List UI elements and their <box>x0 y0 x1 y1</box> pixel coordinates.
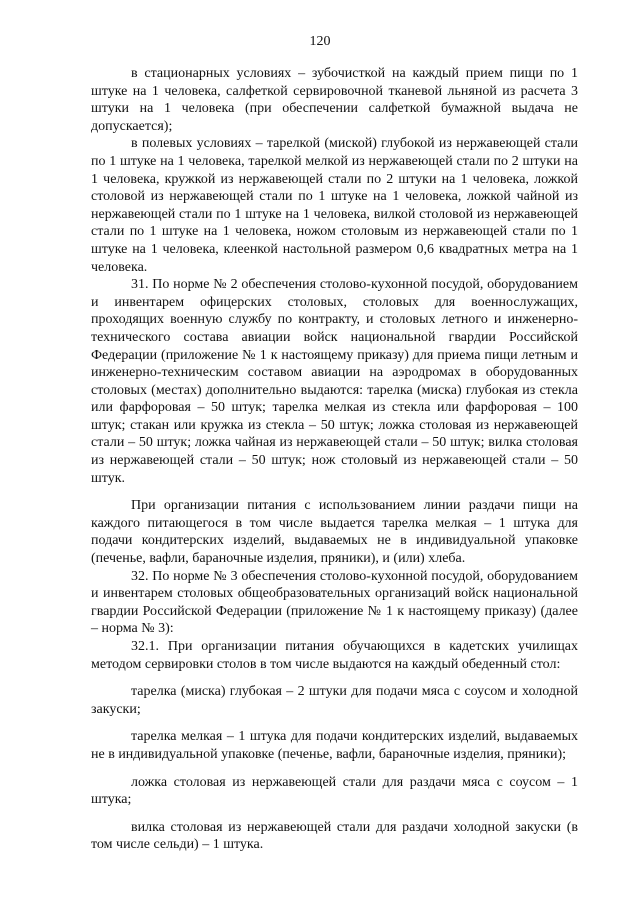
paragraph: тарелка мелкая – 1 штука для подачи кондитерских изделий, выдаваемых не в индивидуальной упаковке (печенье, вафли, бараночные изделия, пряники); <box>91 729 578 762</box>
paragraph: в стационарных условиях – зубочисткой на каждый прием пищи по 1 штуке на 1 человека, салфеткой сервировочной тканевой льняной из расчета 3 штуки на 1 человека (при обеспечении салфеткой бумажной выдача не допускается); <box>91 66 578 134</box>
paragraph: ложка столовая из нержавеющей стали для раздачи мяса с соусом – 1 штука; <box>91 774 578 808</box>
paragraph: 31. По норме № 2 обеспечения столово-кухонной посудой, оборудованием и инвентарем офицерских столовых, столовых для военнослужащих, проходящих военную службу по контракту, и столовых летного и инженерно-технического состава авиации войск национальной гвардии Российской Федерации (приложение № 1 к настоящему приказу) для приема пищи летным и инженерно-техническим составом авиации на аэродромах в оборудованных столовых (местах) дополнительно выдаются: тарелка (миска) глубокая из стекла или фарфоровая – 50 штук; тарелка мелкая из стекла или фарфоровая – 100 штук; стакан или кружка из стекла – 50 штук; ложка столовая из нержавеющей стали – 50 штук; ложка чайная из нержавеющей стали – 50 штук; вилка столовая из нержавеющей стали – 50 штук; нож столовый из нержавеющей стали – 50 штук. <box>91 277 578 486</box>
paragraph: тарелка (миска) глубокая – 2 штуки для подачи мяса с соусом и холодной закуски; <box>91 684 578 717</box>
paragraph: вилка столовая из нержавеющей стали для раздачи холодной закуски (в том числе сельди) – 1 штука. <box>91 819 578 853</box>
document-body <box>91 65 578 854</box>
page-number: 120 <box>309 34 331 49</box>
paragraph: 32. По норме № 3 обеспечения столово-кухонной посудой, оборудованием и инвентарем столовых общеобразовательных организаций войск национальной гвардии Российской Федерации (приложение № 1 к настоящему приказу) (далее – норма № 3): <box>91 568 578 637</box>
paragraph: При организации питания с использованием линии раздачи пищи на каждого питающегося в том числе выдается тарелка мелкая – 1 штука для подачи кондитерских изделий, выдаваемых не в индивидуальной упаковке (печенье, вафли, бараночные изделия, пряники), и (или) хлеба. <box>91 498 578 567</box>
paragraph: в полевых условиях – тарелкой (миской) глубокой из нержавеющей стали по 1 штуке на 1 человека, тарелкой мелкой из нержавеющей стали по 2 штуки на 1 человека, кружкой из нержавеющей стали по 2 штуки на 1 человека, ложкой столовой из нержавеющей стали по 1 штуке на 1 человека, ложкой чайной из нержавеющей стали по 1 штуке на 1 человека, вилкой столовой из нержавеющей стали по 1 штуке на 1 человека, ножом столовым из нержавеющей стали по 1 штуке на 1 человека, клеенкой настольной размером 0,6 квадратных метра на 1 человека. <box>91 136 578 275</box>
paragraph: 32.1. При организации питания обучающихся в кадетских училищах методом сервировки столов в том числе выдаются на каждый обеденный стол: <box>91 639 578 672</box>
